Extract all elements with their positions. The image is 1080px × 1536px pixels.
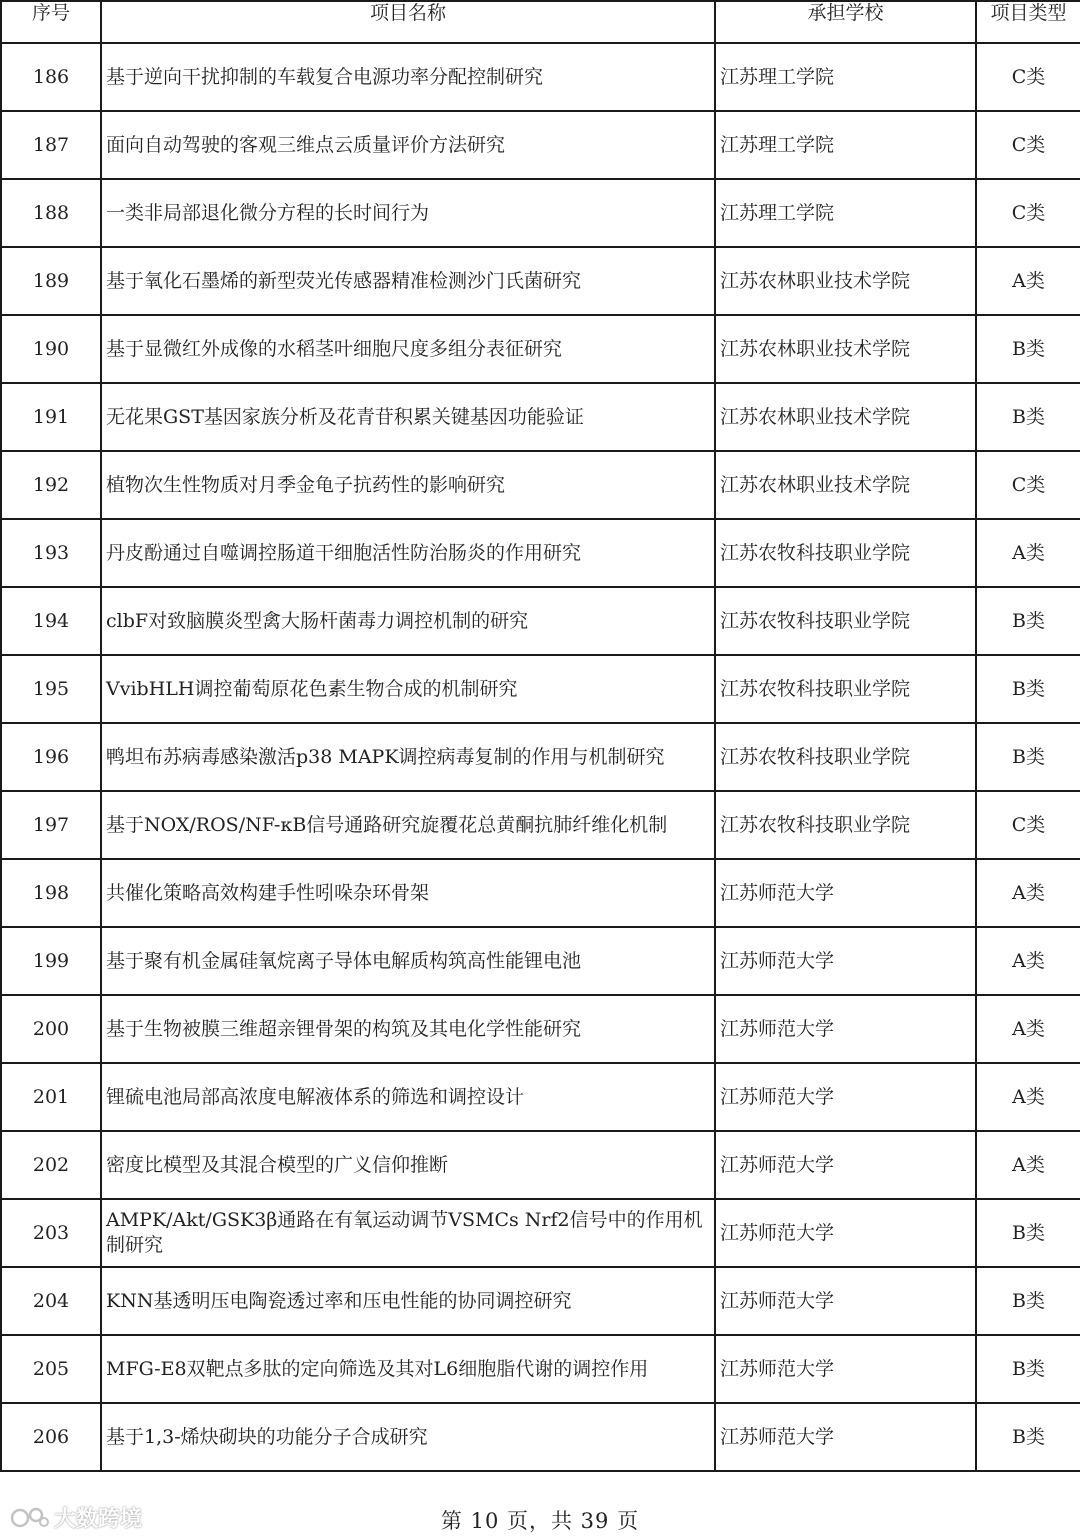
cell-name: 基于逆向干扰抑制的车载复合电源功率分配控制研究 <box>101 43 715 111</box>
cell-type: B类 <box>976 655 1080 723</box>
cell-no: 206 <box>1 1403 101 1471</box>
cell-no: 186 <box>1 43 101 111</box>
table-row <box>1 1335 1080 1403</box>
cell-school: 江苏理工学院 <box>715 111 976 179</box>
cell-name: 基于生物被膜三维超亲锂骨架的构筑及其电化学性能研究 <box>101 995 715 1063</box>
watermark-text: 大数跨境 <box>54 1507 143 1532</box>
cell-name: 植物次生性物质对月季金龟子抗药性的影响研究 <box>101 451 715 519</box>
cell-no: 187 <box>1 111 101 179</box>
cell-type: A类 <box>976 927 1080 995</box>
cell-school: 江苏师范大学 <box>715 859 976 927</box>
cell-school: 江苏师范大学 <box>715 1199 976 1267</box>
cell-school: 江苏农牧科技职业学院 <box>715 791 976 859</box>
table-row <box>1 111 1080 179</box>
cell-no: 197 <box>1 791 101 859</box>
cell-no: 199 <box>1 927 101 995</box>
cell-type: A类 <box>976 1131 1080 1199</box>
table-body <box>1 43 1080 1471</box>
cell-type: B类 <box>976 315 1080 383</box>
table-row <box>1 859 1080 927</box>
cell-name: clbF对致脑膜炎型禽大肠杆菌毒力调控机制的研究 <box>101 587 715 655</box>
header-name: 项目名称 <box>101 1 715 43</box>
header-school: 承担学校 <box>715 1 976 43</box>
cell-no: 189 <box>1 247 101 315</box>
table-row <box>1 927 1080 995</box>
table-row <box>1 43 1080 111</box>
cell-school: 江苏农牧科技职业学院 <box>715 587 976 655</box>
cell-no: 195 <box>1 655 101 723</box>
cell-name: 基于1,3-烯炔砌块的功能分子合成研究 <box>101 1403 715 1471</box>
cell-name: 锂硫电池局部高浓度电解液体系的筛选和调控设计 <box>101 1063 715 1131</box>
cell-name: VvibHLH调控葡萄原花色素生物合成的机制研究 <box>101 655 715 723</box>
cell-school: 江苏师范大学 <box>715 1131 976 1199</box>
cell-type: B类 <box>976 1267 1080 1335</box>
cell-type: C类 <box>976 43 1080 111</box>
cell-no: 205 <box>1 1335 101 1403</box>
table-row <box>1 995 1080 1063</box>
cell-no: 201 <box>1 1063 101 1131</box>
cell-school: 江苏师范大学 <box>715 995 976 1063</box>
cell-type: B类 <box>976 1199 1080 1267</box>
cell-name: 面向自动驾驶的客观三维点云质量评价方法研究 <box>101 111 715 179</box>
cell-type: A类 <box>976 519 1080 587</box>
cell-name: MFG-E8双靶点多肽的定向筛选及其对L6细胞脂代谢的调控作用 <box>101 1335 715 1403</box>
cell-name: 一类非局部退化微分方程的长时间行为 <box>101 179 715 247</box>
cell-name: 鸭坦布苏病毒感染激活p38 MAPK调控病毒复制的作用与机制研究 <box>101 723 715 791</box>
cell-school: 江苏师范大学 <box>715 927 976 995</box>
table-row <box>1 451 1080 519</box>
cell-type: A类 <box>976 247 1080 315</box>
cell-name: AMPK/Akt/GSK3β通路在有氧运动调节VSMCs Nrf2信号中的作用机制研究 <box>101 1199 715 1267</box>
cell-no: 200 <box>1 995 101 1063</box>
table-row <box>1 1131 1080 1199</box>
cell-type: C类 <box>976 791 1080 859</box>
cell-type: A类 <box>976 995 1080 1063</box>
cell-school: 江苏农林职业技术学院 <box>715 247 976 315</box>
cell-school: 江苏农林职业技术学院 <box>715 315 976 383</box>
cell-no: 188 <box>1 179 101 247</box>
cell-school: 江苏农林职业技术学院 <box>715 383 976 451</box>
cell-name: 基于NOX/ROS/NF-κB信号通路研究旋覆花总黄酮抗肺纤维化机制 <box>101 791 715 859</box>
cell-name: 密度比模型及其混合模型的广义信仰推断 <box>101 1131 715 1199</box>
cell-name: 基于聚有机金属硅氧烷离子导体电解质构筑高性能锂电池 <box>101 927 715 995</box>
table-header <box>1 1 1080 43</box>
cell-no: 204 <box>1 1267 101 1335</box>
header-row <box>1 1 1080 43</box>
cell-no: 193 <box>1 519 101 587</box>
table-row <box>1 1199 1080 1267</box>
page-footer: 第 10 页，共 39 页 <box>440 1509 640 1533</box>
cell-type: C类 <box>976 179 1080 247</box>
cell-no: 198 <box>1 859 101 927</box>
cell-name: KNN基透明压电陶瓷透过率和压电性能的协同调控研究 <box>101 1267 715 1335</box>
cell-school: 江苏农林职业技术学院 <box>715 451 976 519</box>
cell-name: 基于氧化石墨烯的新型荧光传感器精准检测沙门氏菌研究 <box>101 247 715 315</box>
table-row <box>1 1267 1080 1335</box>
cell-school: 江苏农牧科技职业学院 <box>715 723 976 791</box>
cell-no: 192 <box>1 451 101 519</box>
cell-type: B类 <box>976 1335 1080 1403</box>
table-row <box>1 1403 1080 1471</box>
cell-no: 194 <box>1 587 101 655</box>
header-no: 序号 <box>1 1 101 43</box>
table-row <box>1 247 1080 315</box>
cell-name: 丹皮酚通过自噬调控肠道干细胞活性防治肠炎的作用研究 <box>101 519 715 587</box>
cell-type: A类 <box>976 1063 1080 1131</box>
cell-school: 江苏师范大学 <box>715 1267 976 1335</box>
cell-type: B类 <box>976 587 1080 655</box>
table-row <box>1 655 1080 723</box>
table-row <box>1 383 1080 451</box>
cell-no: 191 <box>1 383 101 451</box>
cell-school: 江苏农牧科技职业学院 <box>715 655 976 723</box>
cell-type: B类 <box>976 1403 1080 1471</box>
cell-name: 共催化策略高效构建手性吲哚杂环骨架 <box>101 859 715 927</box>
cell-no: 202 <box>1 1131 101 1199</box>
table-row <box>1 723 1080 791</box>
cell-school: 江苏理工学院 <box>715 43 976 111</box>
cell-school: 江苏师范大学 <box>715 1403 976 1471</box>
cell-no: 203 <box>1 1199 101 1267</box>
cell-school: 江苏理工学院 <box>715 179 976 247</box>
cell-name: 基于显微红外成像的水稻茎叶细胞尺度多组分表征研究 <box>101 315 715 383</box>
cell-no: 196 <box>1 723 101 791</box>
table-row <box>1 519 1080 587</box>
table-row <box>1 315 1080 383</box>
cell-name: 无花果GST基因家族分析及花青苷积累关键基因功能验证 <box>101 383 715 451</box>
table-row <box>1 1063 1080 1131</box>
cell-school: 江苏师范大学 <box>715 1335 976 1403</box>
cell-school: 江苏农牧科技职业学院 <box>715 519 976 587</box>
table-row <box>1 791 1080 859</box>
cell-type: B类 <box>976 383 1080 451</box>
cell-type: B类 <box>976 723 1080 791</box>
cell-no: 190 <box>1 315 101 383</box>
cell-type: C类 <box>976 451 1080 519</box>
cell-school: 江苏师范大学 <box>715 1063 976 1131</box>
table-row <box>1 587 1080 655</box>
table-row <box>1 179 1080 247</box>
header-type: 项目类型 <box>976 1 1080 43</box>
cell-type: A类 <box>976 859 1080 927</box>
cell-type: C类 <box>976 111 1080 179</box>
